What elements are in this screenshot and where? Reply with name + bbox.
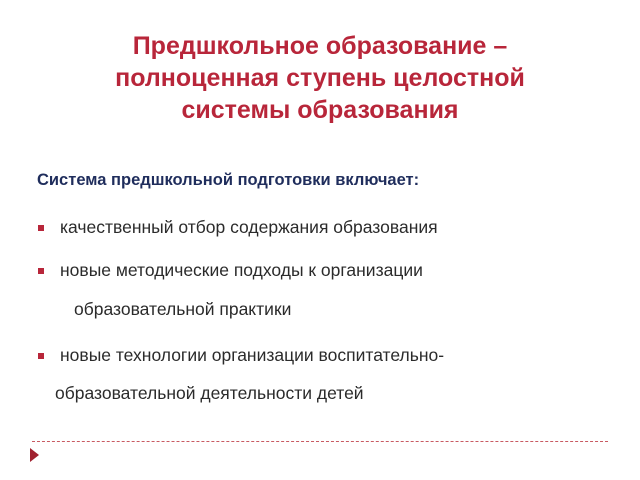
bullet-1-line-1: качественный отбор содержания образования <box>60 217 438 237</box>
slide-title-line-1: Предшкольное образование – <box>132 32 508 60</box>
slide-title-line-2: полноценная ступень целостной <box>115 64 525 92</box>
bullet-3-line-2: образовательной деятельности детей <box>55 383 364 403</box>
slide-title <box>40 30 600 126</box>
slide-title-line-3: системы образования <box>181 96 459 124</box>
bullet-3-line-1: новые технологии организации воспитательно- <box>60 345 445 365</box>
square-bullet-icon <box>38 268 44 274</box>
bullet-2-line-2: образовательной практики <box>74 299 292 319</box>
bullet-2-line-1: новые методические подходы к организации <box>60 260 423 280</box>
square-bullet-icon <box>38 225 44 231</box>
square-bullet-icon <box>38 353 44 359</box>
footer-divider <box>32 441 608 442</box>
triangle-right-icon[interactable] <box>30 448 39 462</box>
slide-subtitle: Система предшкольной подготовки включает: <box>37 171 420 189</box>
